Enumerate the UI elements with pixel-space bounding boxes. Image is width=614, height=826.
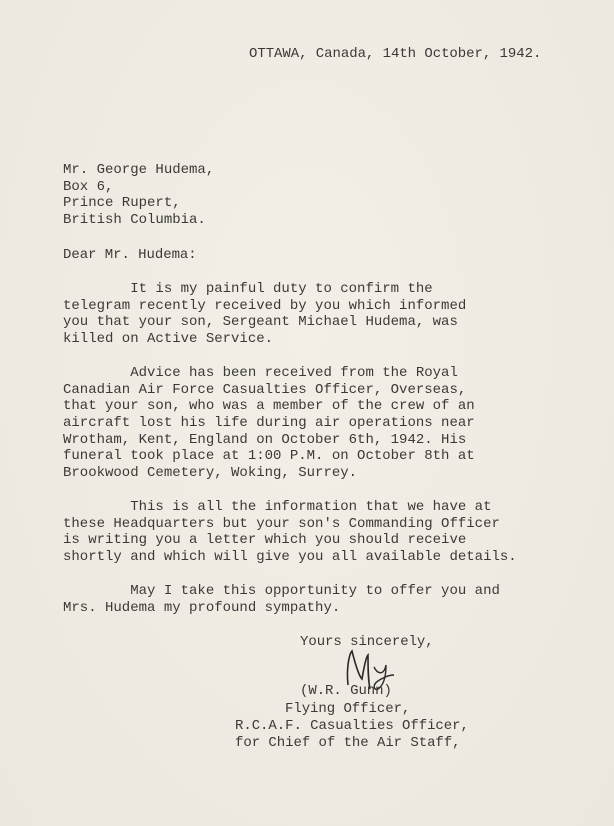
paragraph-4	[63, 583, 500, 616]
address-line: Mr. George Hudema,	[63, 162, 215, 178]
body-line: Advice has been received from the Royal	[63, 365, 458, 381]
address-line: British Columbia.	[63, 212, 206, 229]
body-line: Wrotham, Kent, England on October 6th, 1942. His	[63, 431, 467, 448]
body-line: you that your son, Sergeant Michael Hudema, was	[63, 314, 458, 331]
salutation: Dear Mr. Hudema:	[63, 247, 197, 263]
body-line: killed on Active Service.	[63, 331, 274, 348]
paragraph-3	[63, 499, 517, 566]
body-line: Brookwood Cemetery, Woking, Surrey.	[63, 465, 358, 482]
body-line: It is my painful duty to confirm the	[63, 281, 433, 297]
body-line: is writing you a letter which you should receive	[63, 532, 467, 549]
address-line: Box 6,	[63, 178, 114, 195]
recipient-address	[63, 162, 214, 229]
body-line: these Headquarters but your son's Commanding Officer	[63, 515, 500, 532]
body-line: aircraft lost his life during air operations near	[63, 415, 475, 432]
paragraph-1	[63, 281, 466, 348]
body-line: funeral took place at 1:00 P.M. on October 8th at	[63, 448, 475, 465]
body-line: shortly and which will give you all available details.	[63, 549, 517, 566]
body-line: that your son, who was a member of the crew of an	[63, 398, 475, 415]
closing: Yours sincerely,	[300, 634, 434, 650]
paragraph-2	[63, 365, 475, 482]
body-line: May I take this opportunity to offer you and	[63, 583, 500, 599]
signatory-title: R.C.A.F. Casualties Officer,	[235, 718, 469, 734]
address-line: Prince Rupert,	[63, 195, 181, 212]
body-line: Canadian Air Force Casualties Officer, Overseas,	[63, 381, 467, 398]
body-line: Mrs. Hudema my profound sympathy.	[63, 599, 341, 616]
signatory-rank: Flying Officer,	[285, 701, 411, 717]
signatory-name: (W.R. Gunn)	[300, 683, 392, 699]
dateline: OTTAWA, Canada, 14th October, 1942.	[249, 46, 542, 62]
signatory-for: for Chief of the Air Staff,	[235, 735, 461, 751]
body-line: This is all the information that we have at	[63, 499, 492, 515]
body-line: telegram recently received by you which informed	[63, 297, 467, 314]
